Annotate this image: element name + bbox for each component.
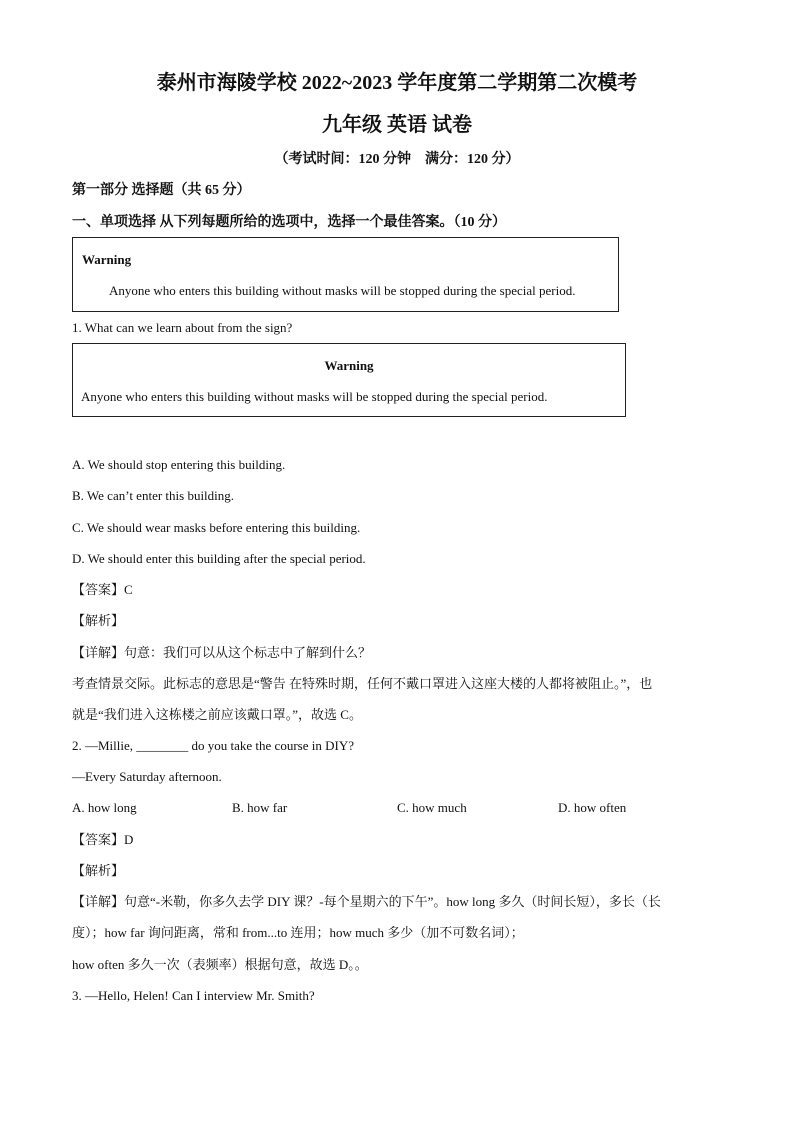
answer-value: D — [124, 832, 134, 847]
warning-text: Anyone who enters this building without masks will be stopped during the special period. — [109, 283, 576, 298]
q1-answer — [72, 582, 133, 599]
q2-detail-line-1 — [72, 894, 661, 911]
q1-sign-text: Anyone who enters this building without masks will be stopped during the special period. — [81, 389, 548, 404]
q1-question: 1. What can we learn about from the sign? — [72, 320, 293, 335]
q2-option-d: D. how often — [558, 800, 627, 815]
q2-analysis-label — [72, 863, 124, 880]
exam-subtitle: 九年级 英语 试卷 — [322, 114, 472, 136]
q2-detail-line-3: how often 多久一次（表频率）根据句意，故选 D。。 — [72, 957, 368, 972]
q2-answer — [72, 832, 133, 849]
q1-option-d: D. We should enter this building after the special period. — [72, 551, 366, 566]
detail-label: 【详解】 — [72, 895, 125, 910]
q2-option-b: B. how far — [232, 800, 288, 815]
answer-value: C — [124, 582, 133, 597]
exam-title: 泰州市海陵学校 2022~2023 学年度第二学期第二次模考 — [156, 72, 638, 94]
q1-detail-line-3: 就是“我们进入这栋楼之前应该戴口罩。”，故选 C。 — [72, 707, 362, 722]
q1-option-c: C. We should wear masks before entering this building. — [72, 520, 361, 535]
detail-label: 【详解】 — [72, 646, 125, 661]
q1-analysis-label — [72, 613, 124, 630]
q1-detail-line-1 — [72, 645, 371, 662]
analysis-label: 【解析】 — [72, 614, 125, 629]
q1-option-b: B. We can’t enter this building. — [72, 488, 235, 503]
q2-reply: —Every Saturday afternoon. — [72, 769, 222, 784]
q1-option-a: A. We should stop entering this building. — [72, 457, 286, 472]
section-title: 一、单项选择 从下列每题所给的选项中，选择一个最佳答案。（10 分） — [72, 215, 506, 230]
exam-info: （考试时间：120 分钟 满分：120 分） — [274, 152, 520, 167]
analysis-label: 【解析】 — [72, 864, 125, 879]
q1-sign-heading: Warning — [324, 358, 374, 373]
q2-question: 2. —Millie, ________ do you take the course in DIY? — [72, 738, 354, 753]
q2-detail-line-2: 度）；how far 询问距离，常和 from...to 连用；how much 多少（加不可数名词）； — [72, 925, 524, 940]
warning-sign-box — [72, 237, 619, 312]
q2-option-c: C. how much — [397, 800, 467, 815]
q1-detail-line-2: 考查情景交际。此标志的意思是“警告 在特殊时期，任何不戴口罩进入这座大楼的人都将被阻止。”，也 — [72, 676, 653, 691]
detail-text: 句意：我们可以从这个标志中了解到什么？ — [124, 645, 372, 660]
warning-heading: Warning — [82, 252, 132, 267]
q3-question: 3. —Hello, Helen! Can I interview Mr. Smith? — [72, 988, 315, 1003]
q1-sign-box — [72, 343, 626, 417]
q2-option-a: A. how long — [72, 800, 137, 815]
detail-text: 句意“-米勒，你多久去学 DIY 课？-每个星期六的下午”。how long 多久（时间长短），多长（长 — [124, 894, 661, 909]
answer-label: 【答案】 — [72, 833, 125, 848]
part-title: 第一部分 选择题（共 65 分） — [72, 183, 251, 198]
answer-label: 【答案】 — [72, 583, 125, 598]
